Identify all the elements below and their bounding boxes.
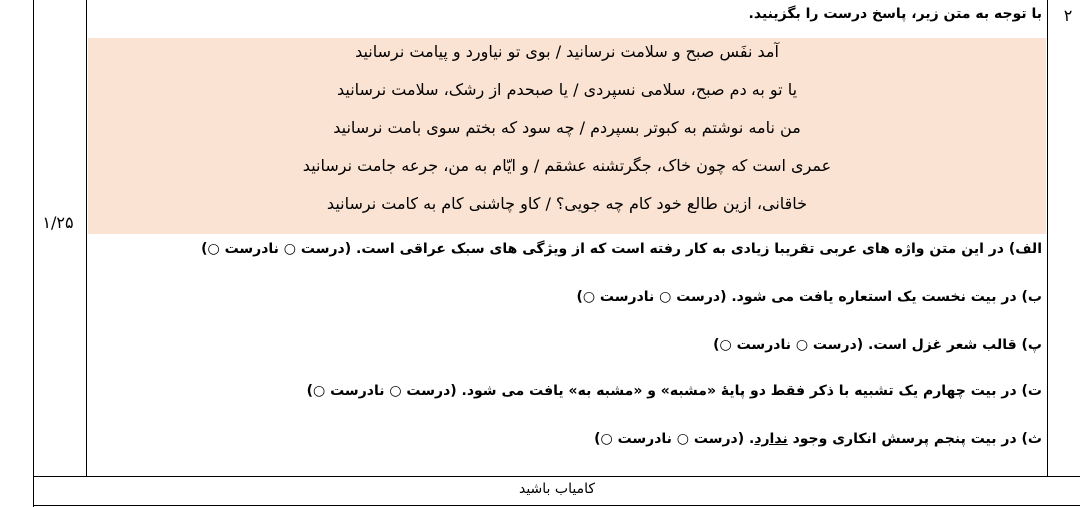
poem-line: خاقانی، ازین طالع خود کام چه جویی؟ / کاو چاشنی کام به کامت نرسانید bbox=[326, 194, 808, 213]
poem-line: یا تو به دم صبح، سلامی نسپردی / یا صبحدم از رشک، سلامت نرسانید bbox=[336, 80, 798, 99]
poem-line: عمری است که چون خاک، جگرتشنه عشقم / و ایّام به من، جرعه جامت نرسانید bbox=[302, 156, 832, 175]
statement-se-underlined-word: ندارد bbox=[754, 431, 788, 447]
question-number: ۲ bbox=[1063, 6, 1073, 25]
statement-se-text-before: ث) در بیت پنجم پرسش انکاری وجود bbox=[787, 431, 1042, 447]
footer-bottom-border bbox=[33, 505, 1080, 506]
footer-message: کامیاب باشید bbox=[518, 481, 595, 497]
statement-te: ت) در بیت چهارم یک تشبیه با ذکر فقط دو پایهٔ «مشبه» و «مشبه به» یافت می شود. (درست ○ نادرست ○) bbox=[306, 383, 1042, 399]
statement-pe: پ) قالب شعر غزل است. (درست ○ نادرست ○) bbox=[713, 337, 1042, 353]
question-instruction: با توجه به متن زیر، پاسخ درست را بگزینید. bbox=[748, 6, 1042, 22]
question-score: ۱/۲۵ bbox=[42, 213, 74, 232]
statement-be: ب) در بیت نخست یک استعاره یافت می شود. (درست ○ نادرست ○) bbox=[576, 289, 1042, 305]
statement-alef: الف) در این متن واژه های عربی تقریبا زیادی به کار رفته است که از ویژگی های سبک عراقی است. (درست ○ نادرست ○) bbox=[201, 241, 1042, 257]
statement-se-text-after: . (درست ○ نادرست ○) bbox=[594, 431, 755, 447]
statement-se bbox=[594, 431, 1042, 447]
score-column-divider bbox=[86, 0, 87, 476]
number-column-divider bbox=[1047, 0, 1048, 476]
footer-top-border bbox=[33, 476, 1080, 477]
poem-line: آمد نفَس صبح و سلامت نرسانید / بوی تو نیاورد و پیامت نرسانید bbox=[355, 42, 779, 61]
poem-box bbox=[88, 38, 1046, 234]
table-border-left bbox=[33, 0, 34, 507]
poem-line: من نامه نوشتم به کبوتر بسپردم / چه سود که بختم سوی بامت نرسانید bbox=[333, 118, 801, 137]
